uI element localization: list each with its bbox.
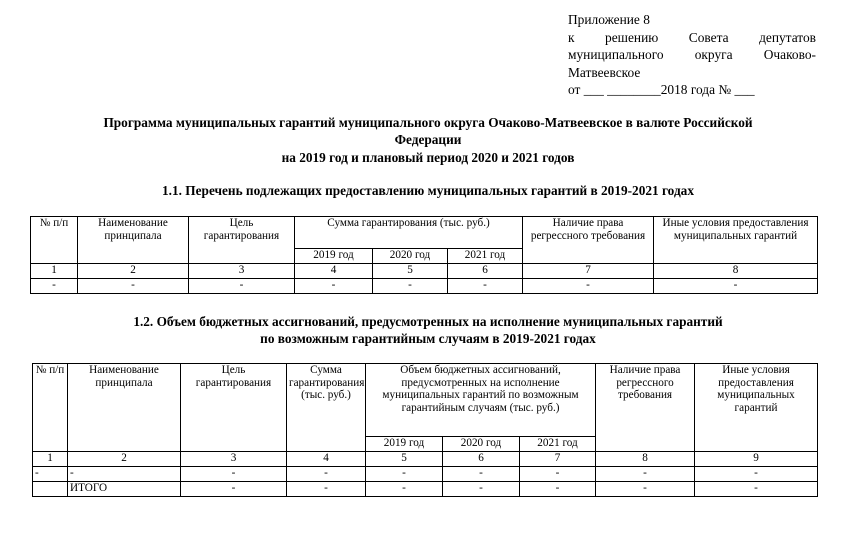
title-line: по возможным гарантийным случаям в 2019-2021 годах [260, 331, 596, 347]
header-other: Иные условия предоставления муниципальных гарантий [654, 217, 818, 264]
table-cell: - [31, 279, 78, 294]
document-title [30, 114, 826, 166]
header-year: 2019 год [295, 249, 373, 264]
column-number-row [31, 264, 818, 279]
table-cell: - [181, 482, 287, 497]
budget-allocations-table [32, 363, 818, 497]
header-num: № п/п [31, 217, 78, 264]
col-number: 8 [596, 452, 695, 467]
table-cell: - [520, 482, 596, 497]
section2-title [30, 313, 826, 348]
header-sum: Сумма гарантирования (тыс. руб.) [287, 364, 366, 452]
table-cell: - [523, 279, 654, 294]
title-line: Федерации [394, 132, 462, 148]
col-number: 6 [443, 452, 520, 467]
table-cell: - [366, 482, 443, 497]
header-budget: Объем бюджетных ассигнований, предусмотренных на исполнение муниципальных гарантий по возможным гарантийным случаям (тыс. руб.) [366, 364, 596, 437]
table-row [33, 467, 818, 482]
table-cell: - [33, 467, 68, 482]
col-number: 4 [287, 452, 366, 467]
table-cell: - [181, 467, 287, 482]
col-number: 8 [654, 264, 818, 279]
table-cell: - [443, 467, 520, 482]
header-num: № п/п [33, 364, 68, 452]
col-number: 6 [448, 264, 523, 279]
total-row [33, 482, 818, 497]
header-regress: Наличие права регрессного требования [523, 217, 654, 264]
section1-title: 1.1. Перечень подлежащих предоставлению муниципальных гарантий в 2019-2021 годах [162, 183, 694, 198]
table-cell: - [295, 279, 373, 294]
title-line: 1.2. Объем бюджетных ассигнований, предусмотренных на исполнение муниципальных гарантий [133, 314, 723, 329]
header-year: 2020 год [373, 249, 448, 264]
appendix-line: муниципального округа Очаково- [568, 47, 816, 63]
col-number: 1 [33, 452, 68, 467]
table-cell: - [695, 467, 818, 482]
table-cell: - [189, 279, 295, 294]
table-cell: - [373, 279, 448, 294]
header-purpose: Цель гарантирования [189, 217, 295, 264]
header-year: 2021 год [448, 249, 523, 264]
title-line: Программа муниципальных гарантий муниципального округа Очаково-Матвеевское в валюте Российской [103, 115, 753, 130]
column-number-row [33, 452, 818, 467]
col-number: 4 [295, 264, 373, 279]
col-number: 1 [31, 264, 78, 279]
appendix-line: к решению Совета депутатов [568, 29, 816, 45]
col-number: 5 [366, 452, 443, 467]
table-cell: - [596, 467, 695, 482]
header-principal: Наименование принципала [78, 217, 189, 264]
total-label: ИТОГО [68, 482, 181, 497]
appendix-block [568, 11, 816, 99]
table-cell: - [448, 279, 523, 294]
col-number: 5 [373, 264, 448, 279]
col-number: 3 [181, 452, 287, 467]
appendix-line: Приложение 8 [568, 12, 650, 27]
col-number: 2 [68, 452, 181, 467]
col-number: 3 [189, 264, 295, 279]
table-cell: - [78, 279, 189, 294]
appendix-line: от ___ ________2018 года № ___ [568, 82, 755, 98]
header-purpose: Цель гарантирования [181, 364, 287, 452]
table-cell: - [443, 482, 520, 497]
table-cell: - [596, 482, 695, 497]
header-regress: Наличие права регрессного требования [596, 364, 695, 452]
appendix-line: Матвеевское [568, 64, 641, 80]
header-sum: Сумма гарантирования (тыс. руб.) [295, 217, 523, 249]
table-cell: - [366, 467, 443, 482]
table-cell: - [654, 279, 818, 294]
table-cell [33, 482, 68, 497]
guarantees-table [30, 216, 818, 294]
header-principal: Наименование принципала [68, 364, 181, 452]
table-row [31, 279, 818, 294]
table-cell: - [287, 482, 366, 497]
col-number: 7 [523, 264, 654, 279]
header-year: 2021 год [520, 437, 596, 452]
table-cell: - [68, 467, 181, 482]
table-cell: - [520, 467, 596, 482]
col-number: 2 [78, 264, 189, 279]
header-year: 2020 год [443, 437, 520, 452]
header-year: 2019 год [366, 437, 443, 452]
col-number: 9 [695, 452, 818, 467]
title-line: на 2019 год и плановый период 2020 и 2021 годов [281, 149, 575, 165]
table-cell: - [287, 467, 366, 482]
header-other: Иные условия предоставления муниципальных гарантий [695, 364, 818, 452]
table-cell: - [695, 482, 818, 497]
col-number: 7 [520, 452, 596, 467]
